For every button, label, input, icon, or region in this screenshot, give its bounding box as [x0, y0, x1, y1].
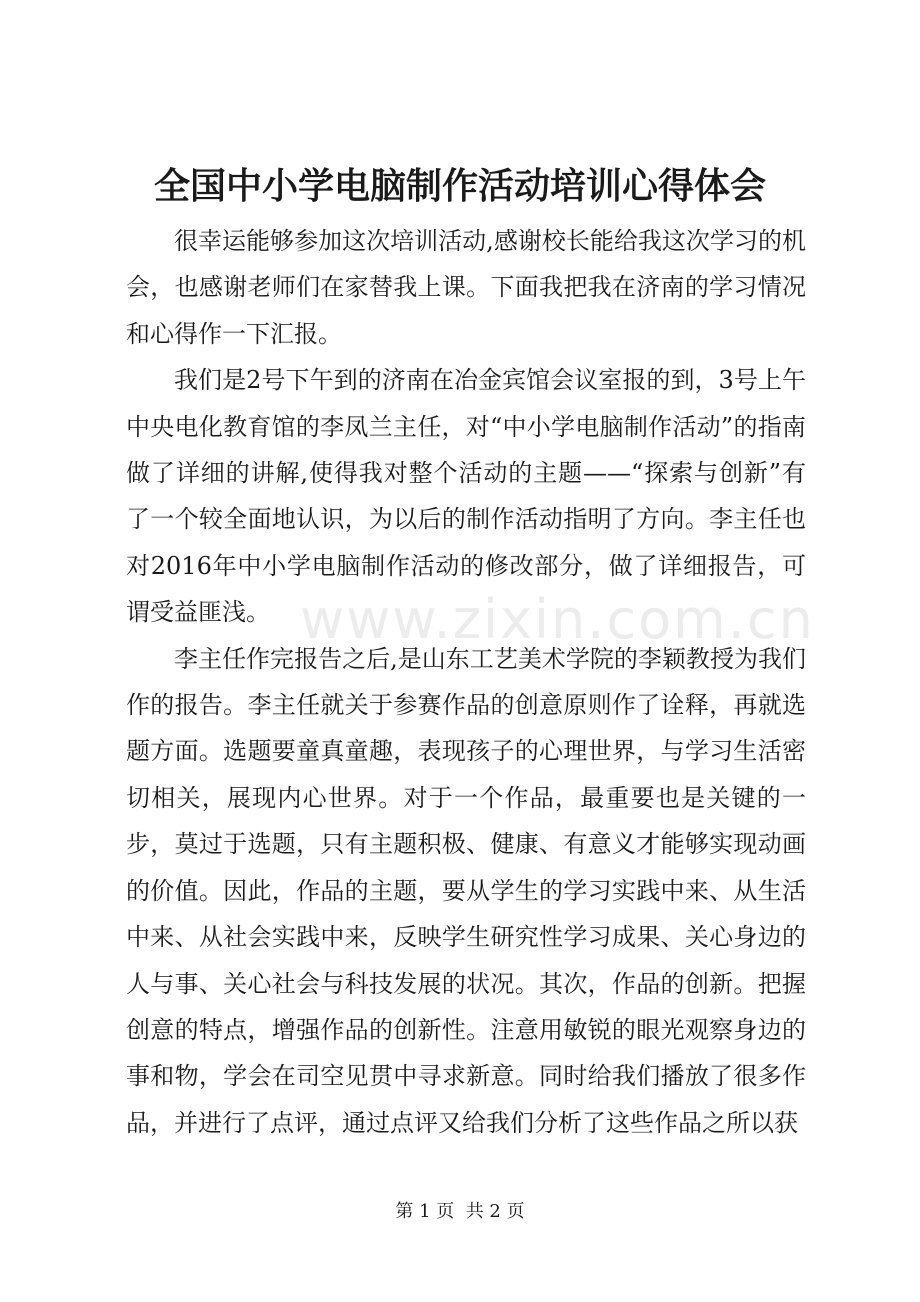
document-title: 全国中小学电脑制作活动培训心得体会: [153, 165, 766, 207]
paragraph-2: 我们是2号下午到的济南在冶金宾馆会议室报的到，3号上午中央电化教育馆的李凤兰主任，对“中小学电脑制作活动”的指南做了详细的讲解,使得我对整个活动的主题——“探索与创新”有了一个较全面地认识，为以后的制作活动指明了方向。李主任也对2016年中小学电脑制作活动的修改部分，做了详细报告，可谓受益匪浅。: [126, 366, 806, 627]
paragraph-1: 很幸运能够参加这次培训活动,感谢校长能给我这次学习的机会，也感谢老师们在家替我上课。下面我把我在济南的学习情况和心得作一下汇报。: [126, 227, 806, 348]
document-body: [126, 218, 815, 1146]
paragraph-3: 李主任作完报告之后,是山东工艺美术学院的李颖教授为我们作的报告。李主任就关于参赛作品的创意原则作了诠释，再就选题方面。选题要童真童趣，表现孩子的心理世界，与学习生活密切相关，展现内心世界。对于一个作品，最重要也是关键的一步，莫过于选题，只有主题积极、健康、有意义才能够实现动画的价值。因此，作品的主题，要从学生的学习实践中来、从生活中来、从社会实践中来，反映学生研究性学习成果、关心身边的人与事、关心社会与科技发展的状况。其次，作品的创新。把握创意的特点，增强作品的创新性。注意用敏锐的眼光观察身边的事和物，学会在司空见贯中寻求新意。同时给我们播放了很多作品，并进行了点评，通过点评又给我们分析了这些作品之所以获: [126, 644, 806, 1137]
page-footer: [0, 1200, 920, 1224]
watermark: www.zixin.com.cn: [300, 588, 815, 651]
page-number-label: 第 1 页 共 2 页: [395, 1201, 525, 1222]
